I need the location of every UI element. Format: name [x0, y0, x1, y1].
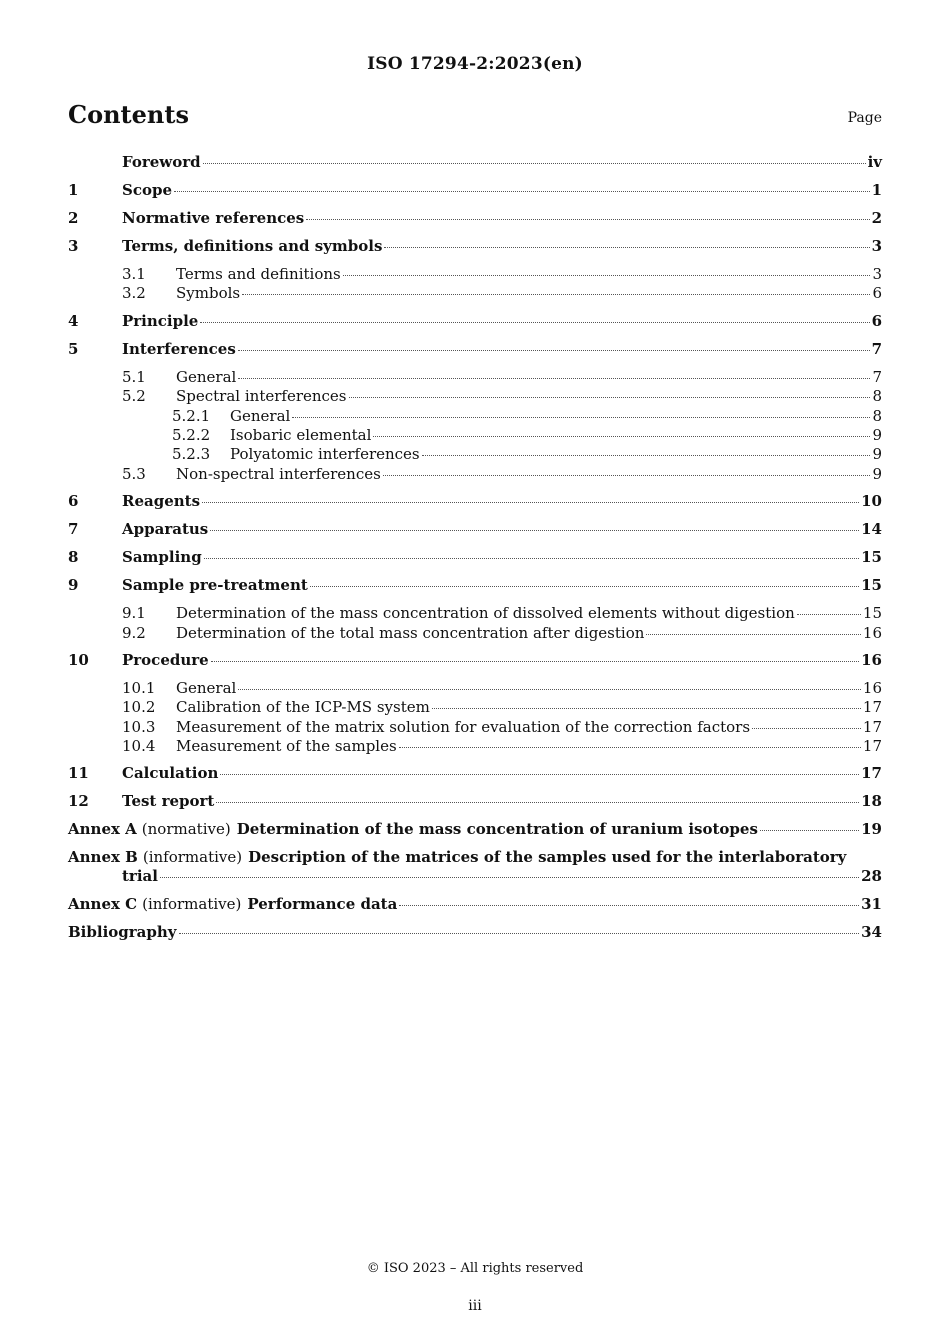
toc-leader-dots	[160, 874, 859, 878]
toc-entry-page: 16	[861, 650, 882, 669]
toc-entry-number: 12	[68, 792, 89, 811]
toc-entry-page: 9	[872, 445, 882, 464]
toc-leader-dots	[384, 244, 869, 248]
toc-entry-number: 5.2.1	[172, 406, 211, 425]
toc-entry-page: iv	[867, 153, 882, 171]
toc-entry[interactable]	[68, 679, 882, 698]
toc-entry-page: 3	[872, 265, 882, 283]
toc-entry-number: 10.2	[122, 698, 156, 717]
annex-title: Description of the matrices of the samples used for the interlaboratory	[248, 848, 847, 867]
toc-entry-page: 1	[871, 181, 882, 199]
toc-leader-dots	[204, 555, 859, 559]
toc-entry[interactable]	[68, 465, 882, 484]
toc-entry-title: General	[176, 678, 237, 697]
toc-entry-title: Sample pre-treatment	[122, 576, 308, 595]
toc-entry-title: Calculation	[122, 764, 219, 783]
toc-entry-title: Determination of the mass concentration of dissolved elements without digestion	[176, 604, 795, 623]
toc-entry-title: Measurement of the samples	[176, 737, 397, 756]
toc-entry-number: 5.2.2	[172, 425, 211, 444]
toc-entry-page: 16	[862, 678, 882, 697]
toc-entry-title: Spectral interferences	[176, 387, 347, 406]
toc-entry-page: 14	[861, 520, 882, 539]
annex-title: Determination of the mass concentration of uranium isotopes	[236, 820, 758, 839]
toc-entry-number: 10.1	[122, 678, 156, 697]
toc-leader-dots	[203, 160, 866, 164]
toc-entry-page: 28	[861, 867, 882, 886]
toc-entry-page: 17	[862, 737, 882, 756]
toc-entry-page: 15	[861, 548, 882, 567]
toc-entry-page: 16	[862, 623, 882, 642]
toc-entry[interactable]	[68, 209, 882, 237]
annex-title: Performance data	[247, 895, 398, 914]
toc-entry-title: Terms and definitions	[176, 265, 341, 283]
toc-leader-dots	[752, 725, 861, 729]
toc-entry-number: 10.3	[122, 717, 156, 736]
toc-entry-number: 5.2.3	[172, 445, 211, 464]
toc-entry-number: 5	[68, 339, 79, 358]
annex-label: Annex A	[68, 820, 137, 839]
toc-entry-number: 5.1	[122, 367, 146, 386]
toc-entry-title: Determination of the total mass concentration after digestion	[176, 623, 645, 642]
toc-leader-dots	[174, 188, 870, 192]
toc-entry[interactable]	[68, 368, 882, 387]
toc-entry-number: 8	[68, 548, 79, 567]
toc-leader-dots	[432, 705, 861, 709]
toc-entry[interactable]	[68, 576, 882, 604]
toc-entry-title: Terms, definitions and symbols	[122, 237, 383, 255]
toc-entry[interactable]	[68, 312, 882, 340]
toc-entry-number: 11	[68, 764, 89, 783]
toc-entry-number: 2	[68, 209, 79, 227]
annex-heading-line	[68, 848, 882, 867]
toc-entry[interactable]	[68, 284, 882, 303]
toc-entry-page: 19	[861, 820, 882, 839]
annex-label: Annex B	[68, 848, 138, 867]
toc-entry-number: 10	[68, 650, 89, 669]
toc-entry[interactable]	[68, 764, 882, 792]
toc-leader-dots	[292, 414, 870, 418]
toc-entry-page: 10	[861, 492, 882, 511]
toc-entry-page: 2	[871, 209, 882, 227]
toc-entry-number: 3.1	[122, 265, 146, 283]
toc-entry-title: Isobaric elemental	[230, 425, 372, 444]
toc-entry[interactable]	[68, 181, 882, 209]
toc-entry-number: 9	[68, 576, 79, 595]
toc-entry-number: 5.2	[122, 387, 146, 406]
toc-entry-page: 17	[861, 764, 882, 783]
toc-leader-dots	[399, 744, 861, 748]
toc-entry[interactable]	[68, 718, 882, 737]
toc-entry-title: Normative references	[122, 209, 305, 227]
toc-entry-page: 8	[872, 387, 882, 406]
toc-entry-title: General	[176, 367, 237, 386]
toc-entry-number: 9.2	[122, 623, 146, 642]
toc-leader-dots	[216, 799, 859, 803]
toc-entry[interactable]	[68, 651, 882, 679]
annex-kind: (normative)	[141, 820, 231, 839]
toc-leader-dots	[797, 611, 861, 615]
toc-entry-number: 10.4	[122, 737, 156, 756]
toc-entry-title: Sampling	[122, 548, 202, 567]
toc-entry[interactable]	[68, 445, 882, 464]
toc-entry-page: 34	[861, 923, 882, 942]
toc-entry-page: 15	[862, 604, 882, 623]
toc-entry[interactable]	[68, 737, 882, 756]
toc-bibliography-entry[interactable]	[68, 923, 882, 951]
toc-entry-page: 17	[862, 717, 882, 736]
toc-leader-dots	[238, 686, 861, 690]
toc-leader-dots	[242, 291, 870, 295]
toc-entry[interactable]	[68, 548, 882, 576]
toc-annex-entry[interactable]	[68, 848, 882, 895]
toc-entry[interactable]	[68, 792, 882, 820]
annex-kind: (informative)	[142, 848, 243, 867]
toc-entry[interactable]	[68, 604, 882, 623]
toc-entry-number: 5.3	[122, 464, 146, 483]
toc-leader-dots	[349, 394, 871, 398]
toc-entry-title: Procedure	[122, 650, 209, 669]
toc-entry-number: 6	[68, 492, 79, 511]
toc-entry-page: 9	[872, 425, 882, 444]
toc-leader-dots	[202, 499, 859, 503]
toc-entry[interactable]	[68, 492, 882, 520]
toc-entry[interactable]	[68, 407, 882, 426]
bibliography-title: Bibliography	[68, 923, 177, 942]
toc-entry-page: 15	[861, 576, 882, 595]
toc-entry[interactable]	[68, 520, 882, 548]
document-id-header: ISO 17294-2:2023(en)	[367, 54, 583, 74]
toc-entry-title: Polyatomic interferences	[230, 445, 420, 464]
toc-leader-dots	[646, 631, 861, 635]
toc-entry-title: Scope	[122, 181, 173, 199]
page-column-label: Page	[847, 110, 882, 126]
toc-entry-number: 3.2	[122, 284, 146, 303]
toc-leader-dots	[399, 902, 859, 906]
toc-leader-dots	[179, 930, 860, 934]
annex-label: Annex C	[68, 895, 138, 914]
toc-entry-title: Principle	[122, 311, 199, 330]
toc-entry-title: Apparatus	[122, 520, 209, 539]
annex-title-line2: trial	[122, 867, 158, 886]
toc-entry-number: 9.1	[122, 604, 146, 623]
toc-entry-page: 17	[862, 698, 882, 717]
copyright-notice: © ISO 2023 – All rights reserved	[366, 1261, 584, 1276]
toc-entry-number: 4	[68, 311, 79, 330]
toc-entry-page: 7	[872, 367, 882, 386]
toc-entry-page: 31	[861, 895, 882, 914]
toc-entry-number: 3	[68, 237, 79, 255]
toc-entry-title: Interferences	[122, 339, 236, 358]
toc-entry[interactable]	[68, 387, 882, 406]
toc-entry[interactable]	[68, 340, 882, 368]
toc-leader-dots	[306, 216, 869, 220]
table-of-contents	[68, 153, 882, 951]
toc-entry-title: Reagents	[122, 492, 201, 511]
toc-annex-entry[interactable]	[68, 895, 882, 923]
toc-leader-dots	[343, 272, 871, 276]
toc-entry[interactable]	[68, 624, 882, 643]
toc-leader-dots	[200, 319, 869, 323]
toc-entry-page: 7	[871, 339, 882, 358]
toc-entry[interactable]	[68, 237, 882, 265]
annex-title-continuation	[68, 867, 882, 895]
toc-leader-dots	[238, 347, 870, 351]
toc-leader-dots	[238, 375, 870, 379]
toc-entry-title: Test report	[122, 792, 215, 811]
toc-entry[interactable]	[68, 426, 882, 445]
toc-entry-title: Non-spectral interferences	[176, 464, 381, 483]
toc-entry-page: 8	[872, 406, 882, 425]
toc-leader-dots	[422, 452, 871, 456]
toc-entry[interactable]	[68, 698, 882, 717]
contents-title: Contents	[68, 100, 189, 129]
toc-entry-title: Calibration of the ICP-MS system	[176, 698, 430, 717]
toc-leader-dots	[210, 527, 859, 531]
toc-entry-title: Symbols	[176, 284, 241, 303]
toc-entry-title: Measurement of the matrix solution for evaluation of the correction factors	[176, 717, 751, 736]
toc-entry-page: 6	[872, 284, 882, 303]
toc-entry[interactable]	[68, 265, 882, 284]
annex-kind: (informative)	[142, 895, 242, 914]
toc-leader-dots	[373, 433, 870, 437]
toc-leader-dots	[760, 827, 859, 831]
page-number: iii	[468, 1298, 482, 1314]
toc-entry-number: 7	[68, 520, 79, 539]
toc-entry-page: 9	[872, 464, 882, 483]
toc-entry-page: 6	[871, 311, 882, 330]
toc-leader-dots	[383, 472, 871, 476]
toc-entry[interactable]	[68, 153, 882, 181]
toc-leader-dots	[220, 771, 859, 775]
toc-leader-dots	[310, 583, 859, 587]
toc-entry-page: 3	[871, 237, 882, 255]
toc-entry-title: Foreword	[122, 153, 201, 171]
toc-entry-number: 1	[68, 181, 79, 199]
toc-annex-entry[interactable]	[68, 820, 882, 848]
contents-heading	[68, 100, 882, 132]
toc-entry-page: 18	[861, 792, 882, 811]
toc-leader-dots	[211, 658, 859, 662]
toc-entry-title: General	[230, 406, 291, 425]
